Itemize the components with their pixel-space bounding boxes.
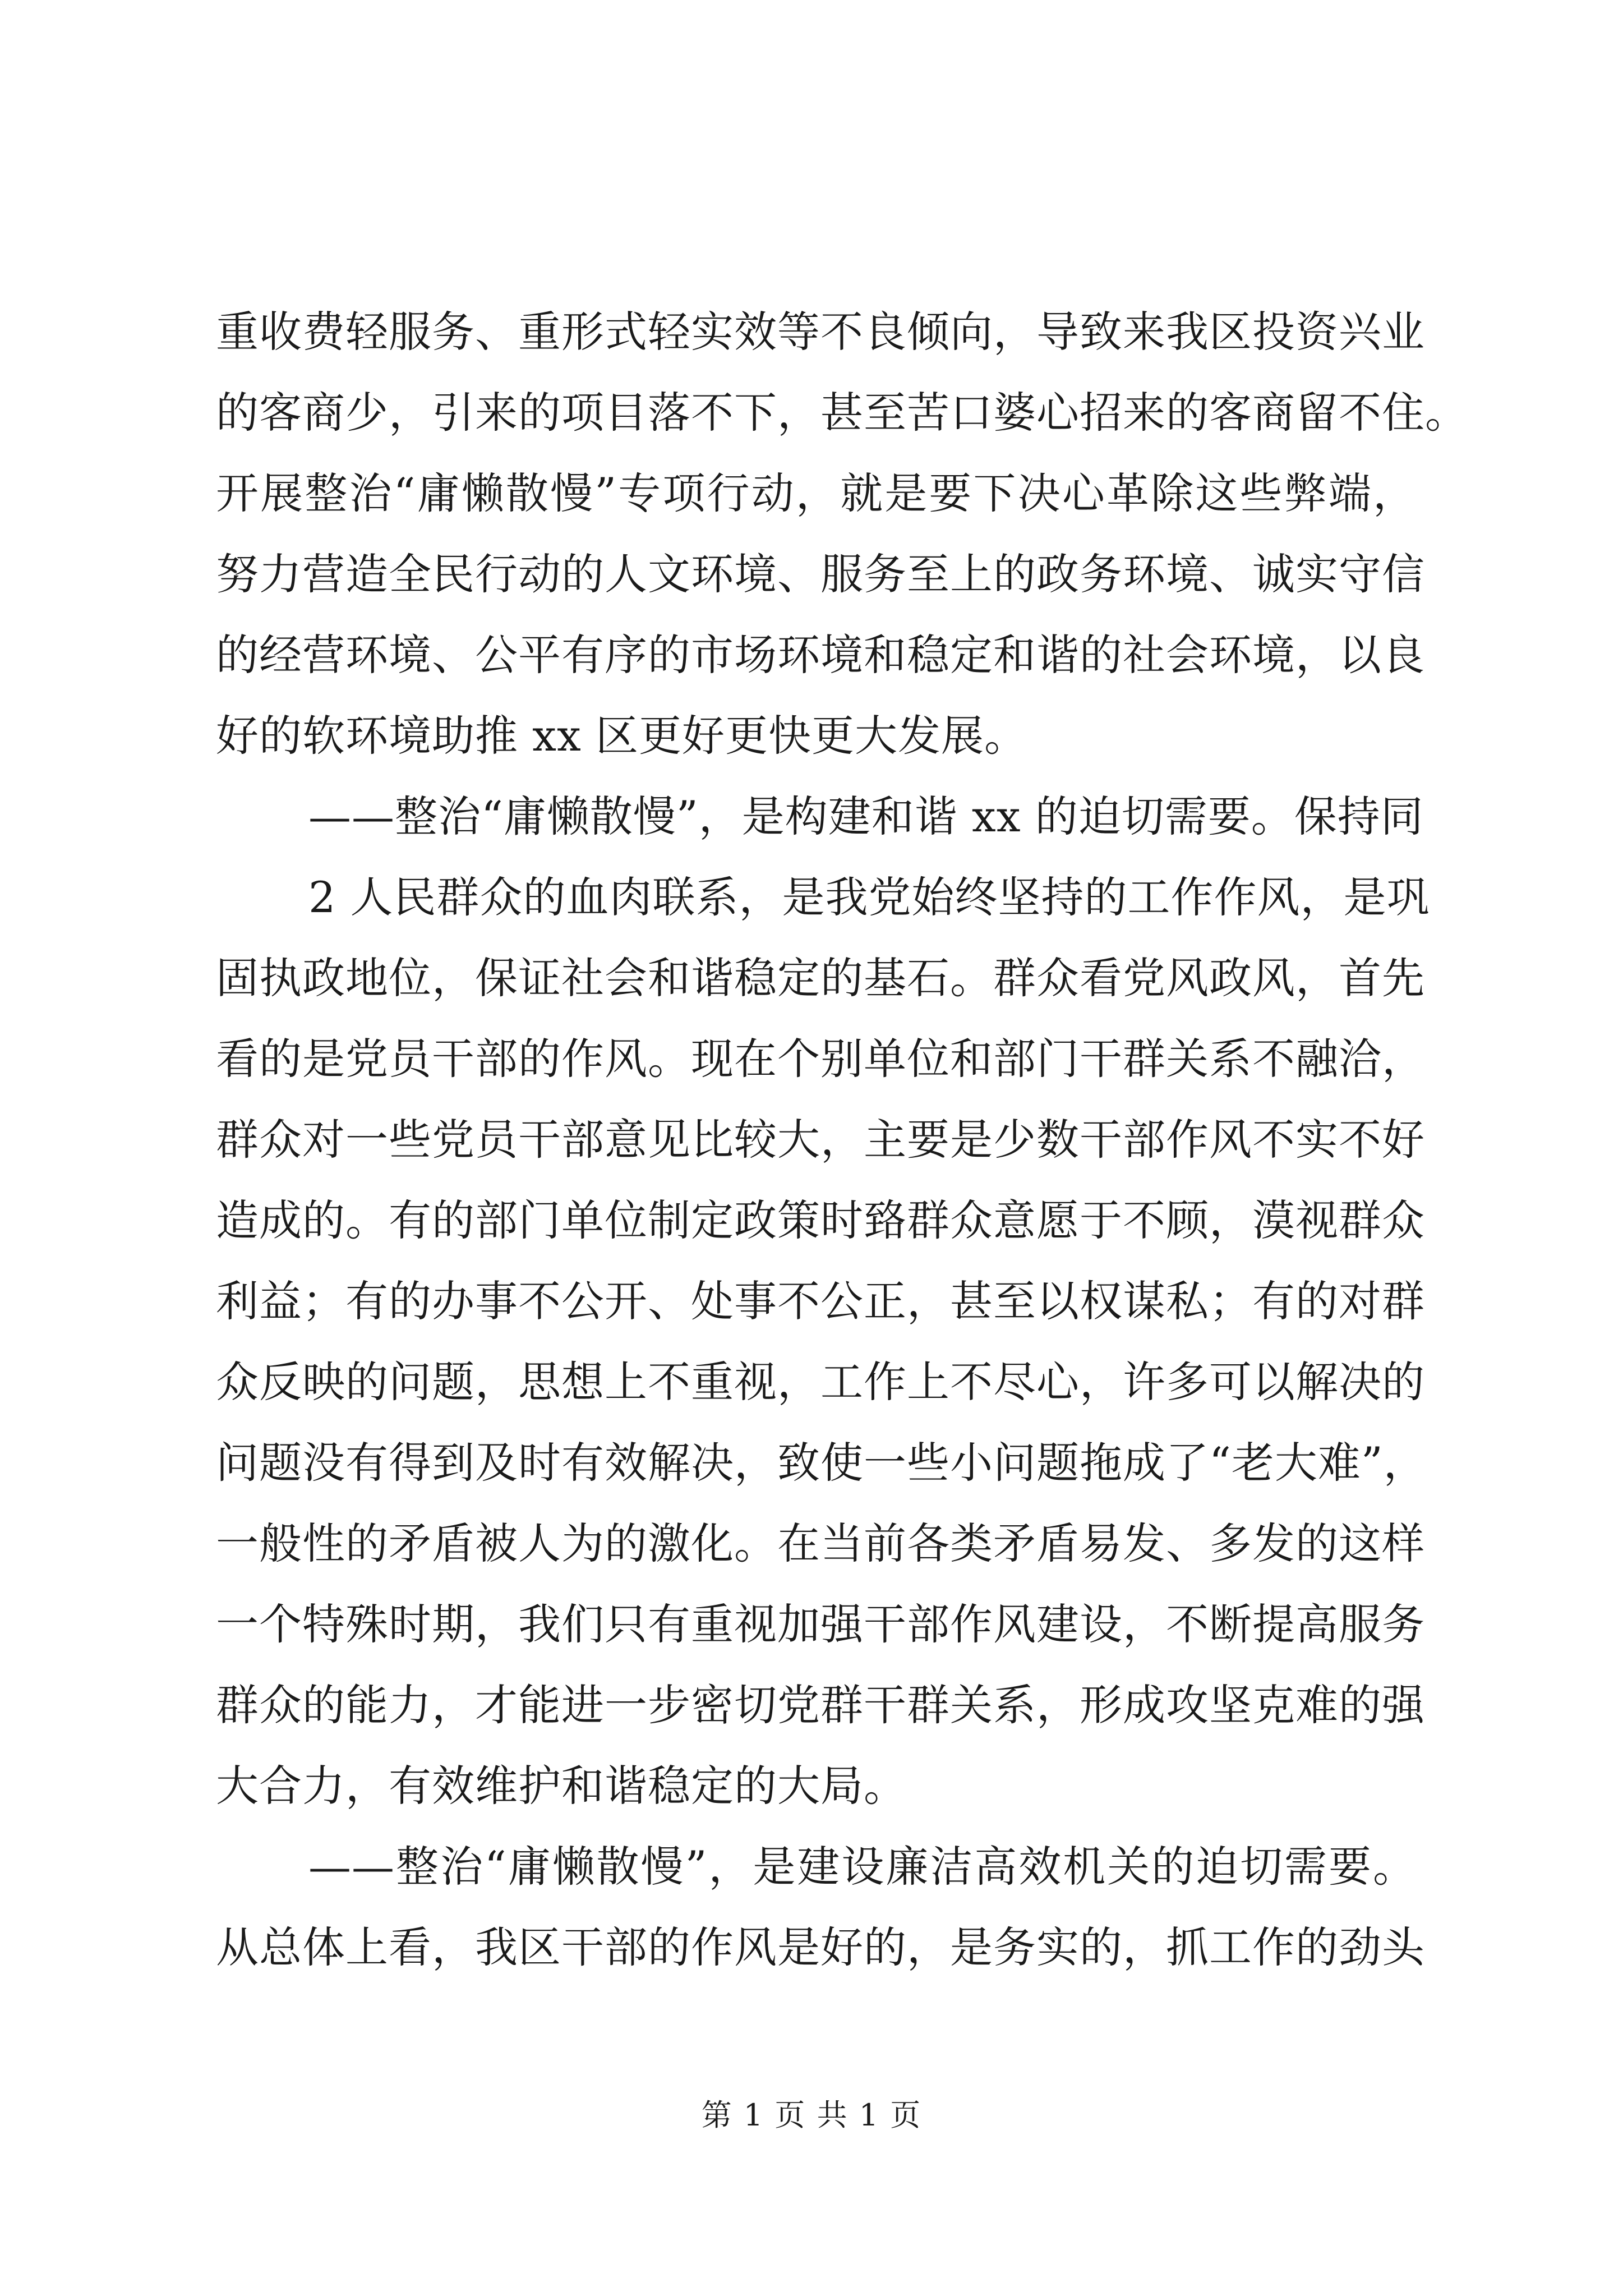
text-line: ——整治“庸懒散慢”，是构建和谐 xx 的迫切需要。保持同 bbox=[308, 792, 1424, 841]
text-line: 固执政地位，保证社会和谐稳定的基石。群众看党风政风，首先 bbox=[216, 953, 1425, 1003]
text-line: 利益；有的办事不公开、处事不公正，甚至以权谋私；有的对群 bbox=[216, 1276, 1425, 1326]
text-line: 问题没有得到及时有效解决，致使一些小问题拖成了“老大难”， bbox=[216, 1438, 1427, 1488]
text-line: 看的是党员干部的作风。现在个别单位和部门干群关系不融洽， bbox=[216, 1034, 1425, 1084]
text-line: 一般性的矛盾被人为的激化。在当前各类矛盾易发、多发的这样 bbox=[216, 1519, 1425, 1568]
text-line: 好的软环境助推 xx 区更好更快更大发展。 bbox=[216, 711, 1028, 761]
document-body bbox=[216, 292, 1468, 1988]
text-line: 从总体上看，我区干部的作风是好的，是务实的，抓工作的劲头 bbox=[216, 1922, 1425, 1972]
text-line: 努力营造全民行动的人文环境、服务至上的政务环境、诚实守信 bbox=[216, 549, 1425, 599]
text-line: 造成的。有的部门单位制定政策时臵群众意愿于不顾，漠视群众 bbox=[216, 1195, 1425, 1245]
text-line: 的经营环境、公平有序的市场环境和稳定和谐的社会环境，以良 bbox=[216, 630, 1425, 680]
text-line: 的客商少，引来的项目落不下，甚至苦口婆心招来的客商留不住。 bbox=[216, 388, 1468, 438]
text-line: 群众对一些党员干部意见比较大，主要是少数干部作风不实不好 bbox=[216, 1115, 1425, 1165]
text-line: 群众的能力，才能进一步密切党群干群关系，形成攻坚克难的强 bbox=[216, 1680, 1425, 1730]
text-line: 开展整治“庸懒散慢”专项行动，就是要下决心革除这些弊端， bbox=[216, 468, 1416, 518]
text-line: 众反映的问题，思想上不重视，工作上不尽心，许多可以解决的 bbox=[216, 1357, 1425, 1407]
text-line: 2 人民群众的血肉联系，是我党始终坚持的工作作风，是巩 bbox=[308, 872, 1430, 922]
text-line: 大合力，有效维护和谐稳定的大局。 bbox=[216, 1761, 907, 1811]
page-footer: 第 1 页 共 1 页 bbox=[701, 2097, 922, 2133]
text-line: ——整治“庸懒散慢”，是建设廉洁高效机关的迫切需要。 bbox=[308, 1842, 1416, 1892]
text-line: 一个特殊时期，我们只有重视加强干部作风建设，不断提高服务 bbox=[216, 1599, 1425, 1649]
text-line: 重收费轻服务、重形式轻实效等不良倾向，导致来我区投资兴业 bbox=[216, 307, 1425, 357]
